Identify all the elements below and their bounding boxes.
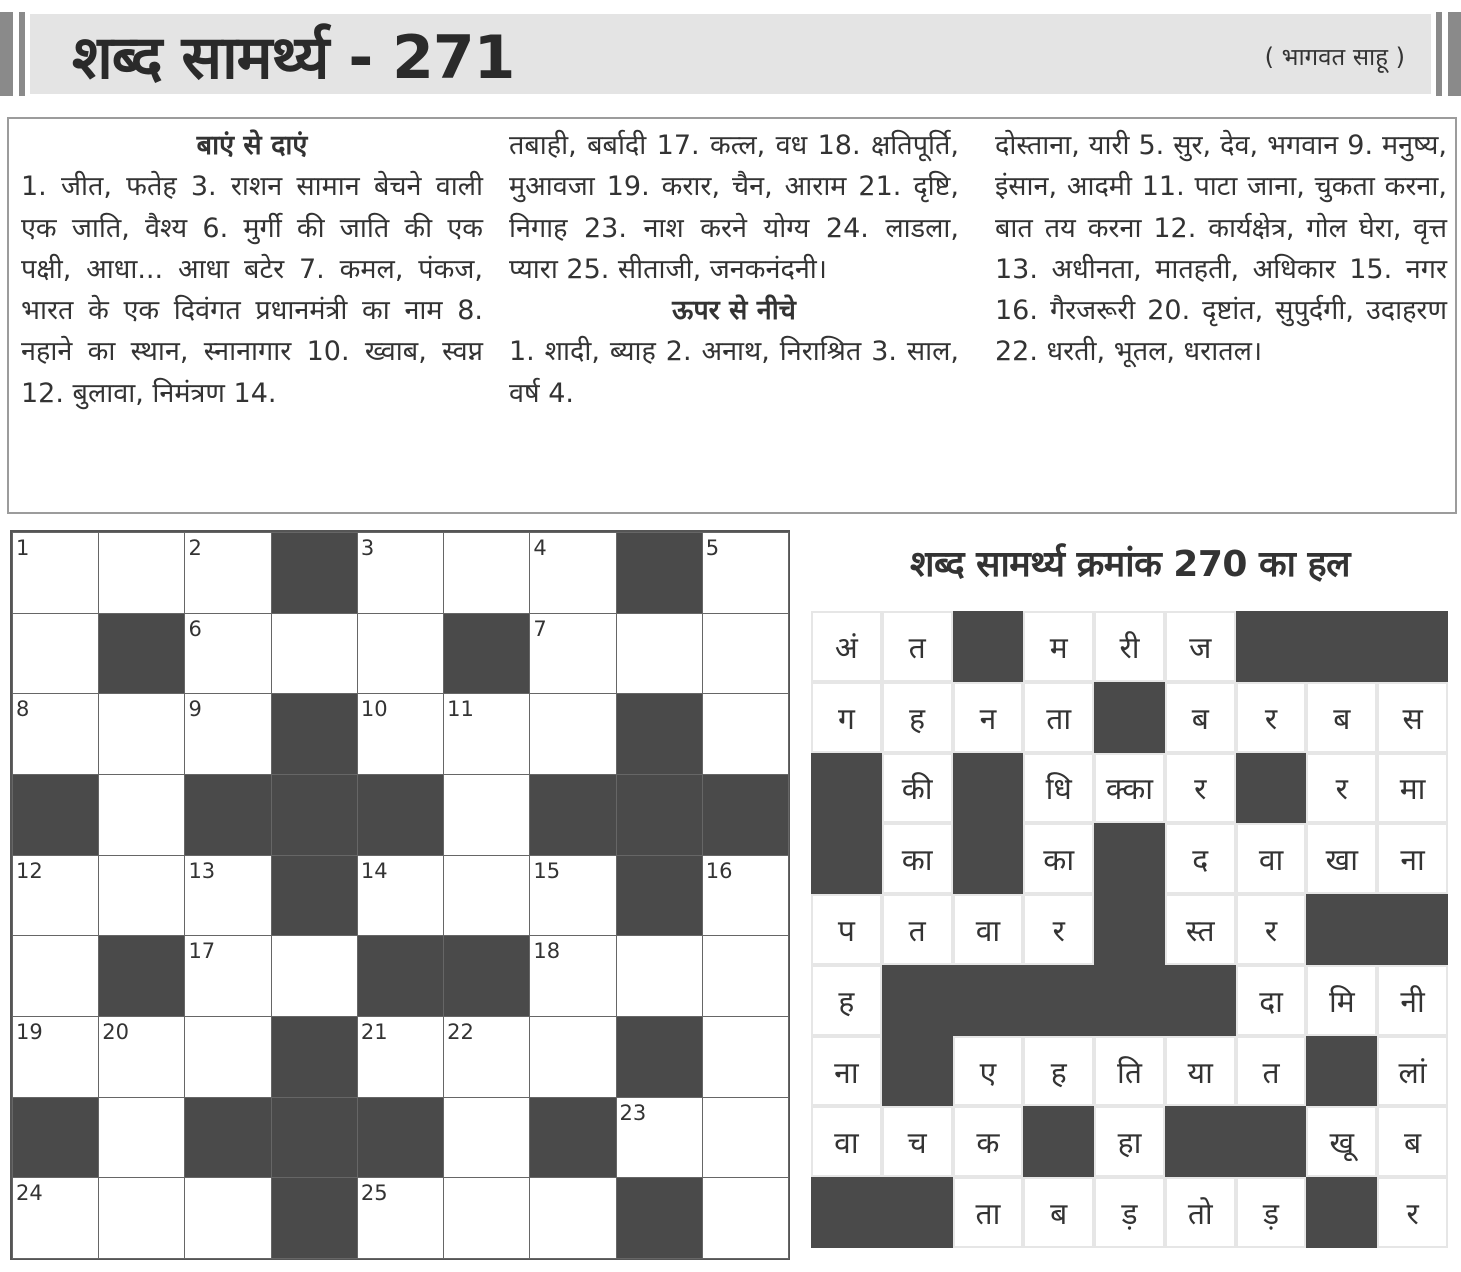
grid-cell[interactable] bbox=[12, 935, 99, 1017]
solution-cell: वा bbox=[1236, 823, 1307, 894]
grid-cell[interactable] bbox=[702, 935, 789, 1017]
clue-number: 19 bbox=[16, 1020, 43, 1044]
grid-cell[interactable] bbox=[184, 693, 271, 775]
solution-cell: वा bbox=[953, 894, 1024, 965]
grid-cell[interactable] bbox=[184, 855, 271, 937]
header-left-bar bbox=[0, 12, 13, 96]
page-header bbox=[0, 10, 1461, 98]
clue-number: 5 bbox=[705, 536, 720, 560]
grid-cell[interactable] bbox=[12, 1177, 99, 1259]
across-clues-part-1: 1. जीत, फतेह 3. राशन सामान बेचने वाली एक जाति, वैश्य 6. मुर्गी की जाति की एक पक्षी, आधा... आधा बटेर 7. कमल, पंकज, भारत के एक दिवंगत प्रधानमंत्री का नाम 8. नहाने का स्थान, स्नानागार 10. ख्वाब, स्वप्न 12. बुलावा, निमंत्रण 14. bbox=[21, 171, 483, 409]
grid-cell[interactable] bbox=[616, 1097, 703, 1179]
grid-cell[interactable] bbox=[702, 1016, 789, 1098]
clues-column-2 bbox=[509, 125, 959, 414]
solution-cell: ति bbox=[1094, 1036, 1165, 1107]
solution-block-cell bbox=[1023, 965, 1094, 1036]
clue-number: 13 bbox=[188, 858, 216, 883]
clue-number: 6 bbox=[188, 616, 202, 641]
grid-cell[interactable] bbox=[98, 532, 185, 614]
solution-block-cell bbox=[953, 823, 1024, 894]
grid-cell[interactable] bbox=[702, 1177, 789, 1259]
solution-block-cell bbox=[1377, 894, 1448, 965]
grid-block-cell bbox=[529, 1097, 616, 1179]
clue-number: 4 bbox=[533, 536, 547, 560]
solution-cell: र bbox=[1236, 894, 1307, 965]
solution-cell: अं bbox=[811, 611, 882, 682]
grid-cell[interactable] bbox=[184, 1016, 271, 1098]
grid-block-cell bbox=[529, 774, 616, 856]
solution-cell: म bbox=[1023, 611, 1094, 682]
grid-block-cell bbox=[616, 1016, 703, 1098]
grid-block-cell bbox=[271, 1177, 358, 1259]
grid-block-cell bbox=[12, 1097, 99, 1179]
grid-cell[interactable] bbox=[98, 1177, 185, 1259]
clue-number: 24 bbox=[16, 1181, 43, 1206]
clue-number: 21 bbox=[360, 1020, 388, 1044]
grid-cell[interactable] bbox=[616, 935, 703, 1017]
grid-block-cell bbox=[616, 1177, 703, 1259]
down-clues-part-2: दोस्ताना, यारी 5. सुर, देव, भगवान 9. मनुष्य, इंसान, आदमी 11. पाटा जाना, चुकता करना, बात तय करना 12. कार्यक्षेत्र, गोल घेरा, वृत्त 13. अधीनता, मातहती, अधिकार 15. नगर 16. गैरजरूरी 20. दृष्टांत, सुपुर्दगी, उदाहरण 22. धरती, भूतल, धरातल। bbox=[995, 130, 1447, 368]
grid-block-cell bbox=[443, 613, 530, 695]
clue-number: 14 bbox=[360, 858, 388, 883]
grid-cell[interactable] bbox=[616, 613, 703, 695]
solution-cell: द bbox=[1165, 823, 1236, 894]
solution-cell: ना bbox=[811, 1036, 882, 1107]
grid-cell[interactable] bbox=[357, 693, 444, 775]
solution-cell: ता bbox=[1023, 682, 1094, 753]
clue-number: 23 bbox=[619, 1100, 647, 1125]
solution-cell: ब bbox=[1377, 1106, 1448, 1177]
solution-grid bbox=[811, 611, 1448, 1248]
solution-block-cell bbox=[1094, 894, 1165, 965]
page-title: शब्द सामर्थ्य - 271 bbox=[72, 23, 515, 93]
solution-cell: या bbox=[1165, 1036, 1236, 1107]
solution-cell: ता bbox=[953, 1177, 1024, 1248]
solution-cell: स bbox=[1377, 682, 1448, 753]
solution-cell: त bbox=[1236, 1036, 1307, 1107]
grid-block-cell bbox=[616, 532, 703, 614]
across-clues-part-2: तबाही, बर्बादी 17. कत्ल, वध 18. क्षतिपूर्ति, मुआवजा 19. करार, चैन, आराम 21. दृष्टि, निगाह 23. नाश करने योग्य 24. लाडला, प्यारा 25. सीताजी, जनकनंदनी। bbox=[509, 130, 959, 285]
clue-number: 17 bbox=[188, 939, 216, 964]
grid-block-cell bbox=[357, 774, 444, 856]
grid-block-cell bbox=[702, 774, 789, 856]
solution-block-cell bbox=[953, 611, 1024, 682]
grid-cell[interactable] bbox=[443, 532, 530, 614]
grid-cell[interactable] bbox=[271, 613, 358, 695]
solution-cell: मा bbox=[1377, 753, 1448, 824]
grid-cell[interactable] bbox=[443, 1097, 530, 1179]
solution-cell: र bbox=[1236, 682, 1307, 753]
grid-cell[interactable] bbox=[443, 774, 530, 856]
grid-cell[interactable] bbox=[702, 1097, 789, 1179]
solution-block-cell bbox=[882, 1177, 953, 1248]
grid-block-cell bbox=[184, 1097, 271, 1179]
solution-cell: का bbox=[882, 823, 953, 894]
clue-number: 1 bbox=[16, 536, 30, 560]
grid-cell[interactable] bbox=[98, 693, 185, 775]
solution-block-cell bbox=[1306, 894, 1377, 965]
solution-cell: ड़ bbox=[1094, 1177, 1165, 1248]
header-right-bar-thin bbox=[1436, 12, 1442, 96]
header-right-bar bbox=[1448, 12, 1461, 96]
grid-cell[interactable] bbox=[357, 1177, 444, 1259]
grid-cell[interactable] bbox=[702, 855, 789, 937]
clue-number: 15 bbox=[533, 858, 561, 883]
clue-number: 2 bbox=[188, 536, 202, 560]
solution-cell: री bbox=[1094, 611, 1165, 682]
solution-cell: ए bbox=[953, 1036, 1024, 1107]
author-byline: ( भागवत साहू ) bbox=[1264, 43, 1405, 71]
solution-block-cell bbox=[953, 965, 1024, 1036]
crossword-grid bbox=[10, 530, 790, 1260]
solution-cell: र bbox=[1377, 1177, 1448, 1248]
clue-number: 7 bbox=[533, 616, 547, 641]
solution-cell: ह bbox=[811, 965, 882, 1036]
grid-cell[interactable] bbox=[529, 532, 616, 614]
grid-cell[interactable] bbox=[357, 532, 444, 614]
clue-number: 25 bbox=[360, 1181, 388, 1206]
solution-block-cell bbox=[1236, 611, 1307, 682]
solution-block-cell bbox=[882, 1036, 953, 1107]
clue-number: 9 bbox=[188, 697, 202, 722]
solution-cell: त bbox=[882, 894, 953, 965]
grid-cell[interactable] bbox=[12, 693, 99, 775]
grid-cell[interactable] bbox=[12, 855, 99, 937]
grid-block-cell bbox=[443, 935, 530, 1017]
grid-block-cell bbox=[271, 532, 358, 614]
solution-block-cell bbox=[1236, 1106, 1307, 1177]
solution-block-cell bbox=[811, 753, 882, 824]
grid-cell[interactable] bbox=[702, 613, 789, 695]
solution-cell: ब bbox=[1306, 682, 1377, 753]
solution-cell: ब bbox=[1165, 682, 1236, 753]
grid-cell[interactable] bbox=[529, 855, 616, 937]
solution-cell: मि bbox=[1306, 965, 1377, 1036]
solution-cell: का bbox=[1023, 823, 1094, 894]
grid-cell[interactable] bbox=[529, 1016, 616, 1098]
solution-block-cell bbox=[1306, 1177, 1377, 1248]
grid-cell[interactable] bbox=[184, 532, 271, 614]
grid-cell[interactable] bbox=[98, 855, 185, 937]
solution-block-cell bbox=[882, 965, 953, 1036]
grid-cell[interactable] bbox=[702, 693, 789, 775]
grid-cell[interactable] bbox=[443, 693, 530, 775]
grid-block-cell bbox=[271, 774, 358, 856]
solution-cell: क्का bbox=[1094, 753, 1165, 824]
solution-cell: खा bbox=[1306, 823, 1377, 894]
solution-cell: नी bbox=[1377, 965, 1448, 1036]
grid-cell[interactable] bbox=[443, 1016, 530, 1098]
solution-cell: ड़ bbox=[1236, 1177, 1307, 1248]
solution-cell: र bbox=[1306, 753, 1377, 824]
solution-cell: ब bbox=[1023, 1177, 1094, 1248]
clue-number: 12 bbox=[16, 858, 43, 883]
grid-block-cell bbox=[616, 774, 703, 856]
solution-cell: खू bbox=[1306, 1106, 1377, 1177]
grid-block-cell bbox=[616, 693, 703, 775]
solution-cell: र bbox=[1023, 894, 1094, 965]
solution-cell: त bbox=[882, 611, 953, 682]
grid-cell[interactable] bbox=[357, 1016, 444, 1098]
grid-block-cell bbox=[271, 855, 358, 937]
grid-block-cell bbox=[357, 935, 444, 1017]
grid-cell[interactable] bbox=[702, 532, 789, 614]
grid-block-cell bbox=[271, 1097, 358, 1179]
grid-cell[interactable] bbox=[98, 1097, 185, 1179]
clue-number: 8 bbox=[16, 697, 30, 722]
grid-cell[interactable] bbox=[443, 1177, 530, 1259]
solution-cell: ना bbox=[1377, 823, 1448, 894]
grid-cell[interactable] bbox=[184, 1177, 271, 1259]
clue-number: 11 bbox=[447, 697, 474, 722]
grid-cell[interactable] bbox=[443, 855, 530, 937]
solution-block-cell bbox=[811, 823, 882, 894]
solution-block-cell bbox=[1023, 1106, 1094, 1177]
grid-block-cell bbox=[616, 855, 703, 937]
down-heading: ऊपर से नीचे bbox=[672, 295, 796, 327]
grid-cell[interactable] bbox=[184, 935, 271, 1017]
solution-cell: च bbox=[882, 1106, 953, 1177]
solution-cell: र bbox=[1165, 753, 1236, 824]
solution-cell: की bbox=[882, 753, 953, 824]
solution-block-cell bbox=[1306, 611, 1377, 682]
grid-cell[interactable] bbox=[98, 774, 185, 856]
header-left-bar-thin bbox=[19, 12, 25, 96]
grid-block-cell bbox=[98, 613, 185, 695]
solution-cell: प bbox=[811, 894, 882, 965]
grid-cell[interactable] bbox=[12, 532, 99, 614]
solution-cell: धि bbox=[1023, 753, 1094, 824]
clue-number: 3 bbox=[360, 536, 375, 560]
solution-cell: हा bbox=[1094, 1106, 1165, 1177]
grid-cell[interactable] bbox=[529, 935, 616, 1017]
solution-block-cell bbox=[1306, 1036, 1377, 1107]
grid-cell[interactable] bbox=[184, 613, 271, 695]
solution-cell: दा bbox=[1236, 965, 1307, 1036]
across-heading: बाएं से दाएं bbox=[196, 130, 308, 161]
clue-number: 18 bbox=[533, 939, 561, 964]
grid-cell[interactable] bbox=[98, 1016, 185, 1098]
grid-block-cell bbox=[12, 774, 99, 856]
solution-cell: ज bbox=[1165, 611, 1236, 682]
clues-column-1 bbox=[21, 125, 483, 414]
clue-number: 22 bbox=[447, 1020, 474, 1044]
grid-cell[interactable] bbox=[357, 855, 444, 937]
solution-cell: स्त bbox=[1165, 894, 1236, 965]
grid-block-cell bbox=[357, 1097, 444, 1179]
solution-block-cell bbox=[1094, 682, 1165, 753]
clue-number: 10 bbox=[360, 697, 388, 722]
solution-cell: ह bbox=[882, 682, 953, 753]
solution-cell: क bbox=[953, 1106, 1024, 1177]
solution-cell: न bbox=[953, 682, 1024, 753]
clue-number: 16 bbox=[705, 858, 733, 883]
solution-cell: लां bbox=[1377, 1036, 1448, 1107]
grid-block-cell bbox=[98, 935, 185, 1017]
solution-block-cell bbox=[811, 1177, 882, 1248]
grid-cell[interactable] bbox=[529, 613, 616, 695]
clue-number: 20 bbox=[102, 1020, 129, 1044]
solution-title: शब्द सामर्थ्य क्रमांक 270 का हल bbox=[909, 544, 1350, 585]
solution-cell: वा bbox=[811, 1106, 882, 1177]
grid-cell[interactable] bbox=[12, 613, 99, 695]
solution-cell: ह bbox=[1023, 1036, 1094, 1107]
grid-cell[interactable] bbox=[357, 613, 444, 695]
grid-block-cell bbox=[271, 1016, 358, 1098]
solution-block-cell bbox=[1377, 611, 1448, 682]
grid-block-cell bbox=[184, 774, 271, 856]
down-clues-part-1: 1. शादी, ब्याह 2. अनाथ, निराश्रित 3. साल, वर्ष 4. bbox=[509, 336, 959, 409]
clues-box bbox=[7, 117, 1457, 514]
solution-block-cell bbox=[1165, 1106, 1236, 1177]
grid-cell[interactable] bbox=[529, 1177, 616, 1259]
solution-block-cell bbox=[1165, 965, 1236, 1036]
grid-cell[interactable] bbox=[12, 1016, 99, 1098]
solution-block-cell bbox=[1094, 965, 1165, 1036]
grid-cell[interactable] bbox=[529, 693, 616, 775]
solution-block-cell bbox=[1094, 823, 1165, 894]
solution-cell: ग bbox=[811, 682, 882, 753]
clues-column-3 bbox=[995, 125, 1447, 373]
grid-block-cell bbox=[271, 693, 358, 775]
solution-block-cell bbox=[953, 753, 1024, 824]
grid-cell[interactable] bbox=[271, 935, 358, 1017]
solution-cell: तो bbox=[1165, 1177, 1236, 1248]
solution-block-cell bbox=[1236, 753, 1307, 824]
